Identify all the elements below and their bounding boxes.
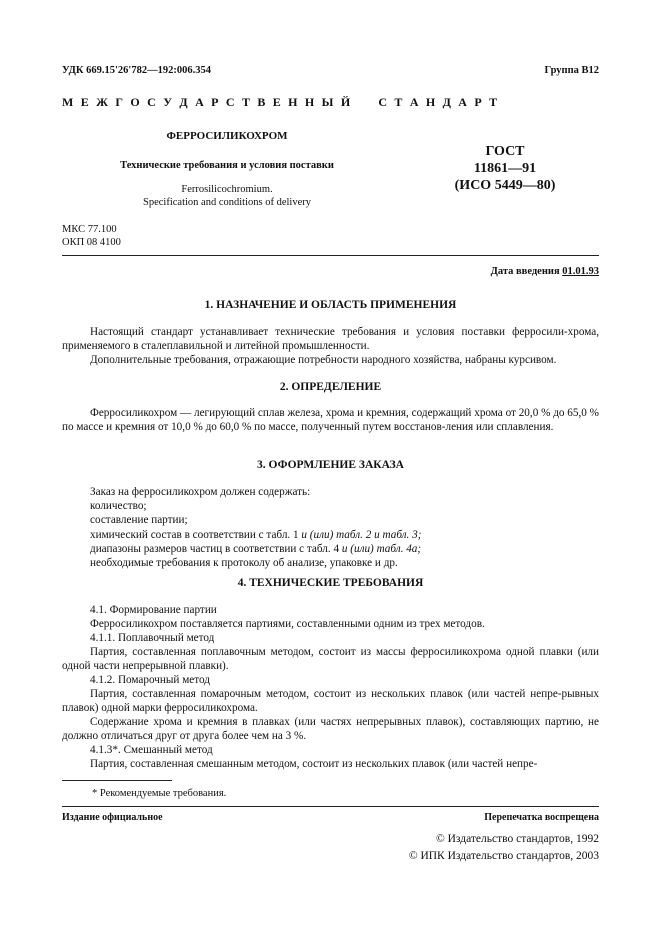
section-1-paragraph-2: Дополнительные требования, отражающие потребности народного хозяйства, набраны курсивом.	[90, 354, 557, 366]
clause-4-1-3-text: Партия, составленная смешанным методом, состоит из нескольких плавок (или частей непре-	[90, 758, 538, 770]
section-1-paragraph-1: Настоящий стандарт устанавливает технические требования и условия поставки ферросили-хрома, применяемого в сталеплавильной и литейной промышленности.	[62, 326, 599, 353]
order-list-item: диапазоны размеров частиц в соответствии с табл. 4 и (или) табл. 4а;	[90, 542, 422, 555]
copyright-2003: © ИПК Издательство стандартов, 2003	[408, 850, 599, 862]
udk-code: УДК 669.15'26'782—192:006.354	[62, 65, 211, 76]
copyright-1992: © Издательство стандартов, 1992	[435, 833, 599, 845]
document-title: ФЕРРОСИЛИКОХРОМ	[166, 130, 288, 142]
clause-4-1-text: Ферросиликохром поставляется партиями, составленными одним из трех методов.	[90, 618, 485, 630]
section-2-heading: 2. ОПРЕДЕЛЕНИЕ	[279, 381, 382, 393]
order-list-lead: Заказ на ферросиликохром должен содержать:	[90, 486, 311, 498]
banner: М Е Ж Г О С У Д А Р С Т В Е Н Н Ы Й С Т А Н Д А Р Т	[62, 95, 500, 109]
iso-code: (ИСО 5449—80)	[454, 178, 556, 193]
introduction-date-value: 01.01.93	[562, 266, 599, 277]
english-subtitle: Specification and conditions of delivery	[143, 197, 311, 208]
section-4-heading: 4. ТЕХНИЧЕСКИЕ ТРЕБОВАНИЯ	[237, 577, 424, 589]
footnote: * Рекомендуемые требования.	[92, 788, 227, 799]
introduction-date	[360, 266, 599, 277]
clause-4-1-1-heading: 4.1.1. Поплавочный метод	[90, 632, 215, 644]
footnote-rule	[62, 780, 172, 781]
gost-number	[380, 143, 630, 194]
classification-codes	[62, 223, 121, 249]
order-list-item: необходимые требования к протоколу об анализе, упаковке и др.	[90, 557, 398, 570]
order-contents-list	[62, 485, 599, 570]
introduction-date-label: Дата введения	[490, 266, 560, 277]
section-1-heading: 1. НАЗНАЧЕНИЕ И ОБЛАСТЬ ПРИМЕНЕНИЯ	[204, 299, 457, 311]
section-3-heading: 3. ОФОРМЛЕНИЕ ЗАКАЗА	[257, 459, 404, 471]
english-title: Ferrosilicochromium.	[181, 184, 273, 195]
gost-label: ГОСТ	[485, 144, 525, 159]
clause-4-1-3-heading: 4.1.3*. Смешанный метод	[90, 744, 213, 756]
clause-4-1-2-text-2: Содержание хрома и кремния в плавках (или частях непрерывных плавок), составляющих партию, не должно отличаться друг от друга более чем на 3 %.	[62, 716, 599, 743]
top-rule	[62, 255, 599, 256]
clause-4-1-2-text: Партия, составленная помарочным методом, состоит из нескольких плавок (или частей непре-рывных плавок) одной марки ферросиликохрома.	[62, 688, 599, 715]
clause-4-1-heading: 4.1. Формирование партии	[90, 604, 217, 616]
bottom-rule	[62, 806, 599, 807]
mks-code: МКС 77.100	[62, 224, 117, 235]
order-list-item: количество;	[90, 500, 147, 513]
group-code: Группа В12	[544, 65, 599, 76]
gost-code: 11861—91	[473, 161, 537, 176]
reprint-notice: Перепечатка воспрещена	[484, 812, 599, 823]
clause-4-1-2-heading: 4.1.2. Помарочный метод	[90, 674, 210, 686]
order-list-item: составление партии;	[90, 514, 188, 527]
section-2-paragraph-1: Ферросиликохром — легирующий сплав железа, хрома и кремния, содержащий хрома от 20,0 % до 65,0 % по массе и кремния от 10,0 % до 60,0 % по массе, полученный путем восстанов-ления или сплавления.	[62, 407, 599, 434]
official-edition-label: Издание официальное	[62, 812, 163, 823]
order-list-item: химический состав в соответствии с табл. 1 и (или) табл. 2 и табл. 3;	[90, 528, 422, 541]
document-subtitle: Технические требования и условия поставки	[120, 160, 334, 171]
okp-code: ОКП 08 4100	[62, 237, 121, 248]
clause-4-1-1-text: Партия, составленная поплавочным методом, состоит из массы ферросиликохрома одной плавки (или одной части непрерывной плавки).	[62, 646, 599, 673]
